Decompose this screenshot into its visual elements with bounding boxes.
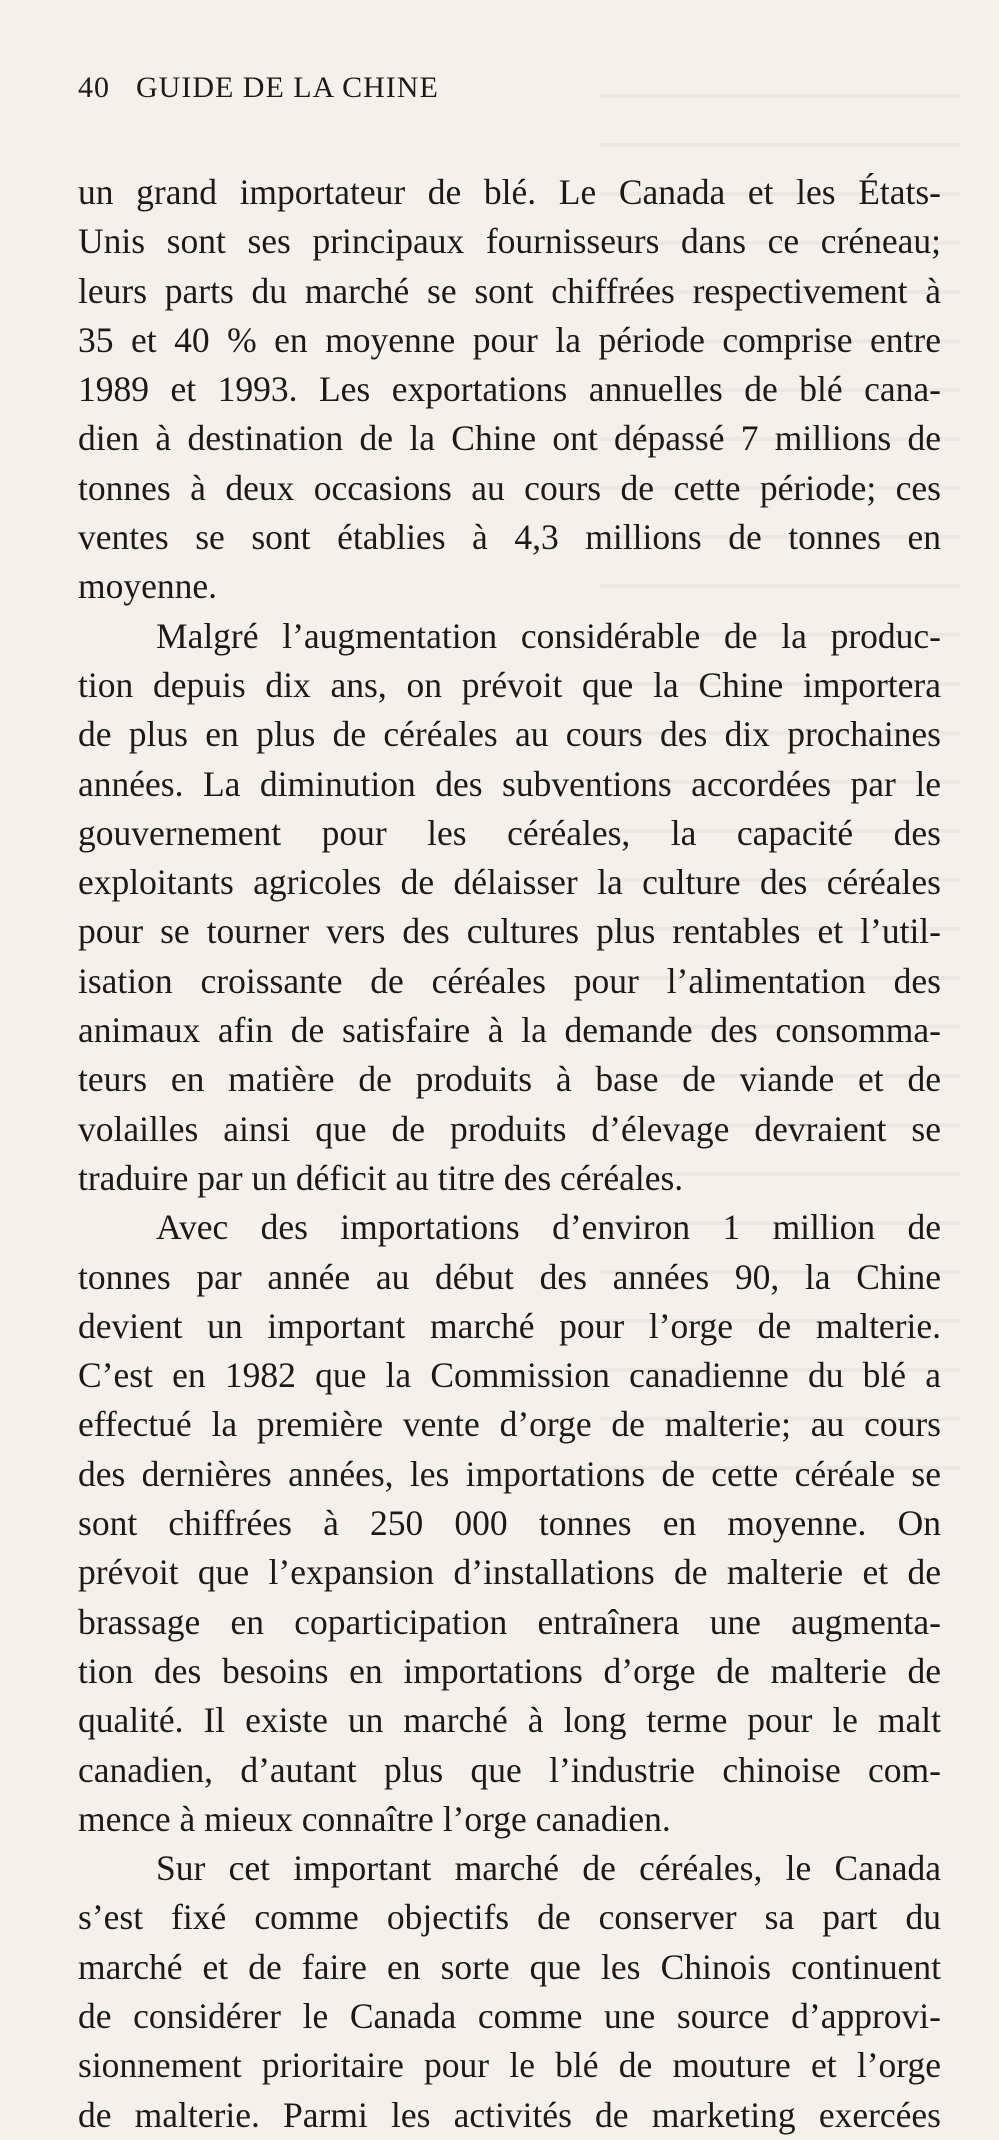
text-line: exploitants agricoles de délaisser la culture des céréales	[78, 862, 941, 903]
text-line: des dernières années, les importations de cette céréale se	[78, 1453, 941, 1494]
text-line: dien à destination de la Chine ont dépassé 7 millions de	[78, 418, 941, 459]
text-line: ventes se sont établies à 4,3 millions de tonnes en	[78, 517, 941, 558]
text-line: Avec des importations d’environ 1 million de	[156, 1207, 941, 1248]
running-head	[78, 68, 439, 108]
text-line: sont chiffrées à 250 000 tonnes en moyenne. On	[78, 1503, 941, 1544]
text-line: mence à mieux connaître l’orge canadien.	[78, 1798, 671, 1839]
text-line: leurs parts du marché se sont chiffrées respectivement à	[78, 270, 941, 311]
text-line: C’est en 1982 que la Commission canadienne du blé a	[78, 1355, 941, 1396]
text-line: marché et de faire en sorte que les Chinois continuent	[78, 1946, 941, 1987]
text-line: Sur cet important marché de céréales, le Canada	[156, 1848, 941, 1889]
text-line: de malterie. Parmi les activités de marketing exercées	[78, 2094, 941, 2135]
text-line: tonnes par année au début des années 90, la Chine	[78, 1256, 941, 1297]
text-line: traduire par un déficit au titre des céréales.	[78, 1157, 684, 1198]
text-line: 35 et 40 % en moyenne pour la période comprise entre	[78, 319, 941, 360]
text-line: de plus en plus de céréales au cours des dix prochaines	[78, 714, 941, 755]
text-line: animaux afin de satisfaire à la demande des consomma-	[78, 1010, 941, 1051]
text-line: tonnes à deux occasions au cours de cette période; ces	[78, 467, 941, 508]
text-line: sionnement prioritaire pour le blé de mouture et l’orge	[78, 2045, 941, 2086]
text-line: un grand importateur de blé. Le Canada et les États-	[78, 172, 941, 212]
text-line: s’est fixé comme objectifs de conserver sa part du	[78, 1897, 941, 1938]
text-line: de considérer le Canada comme une source d’approvi-	[78, 1995, 941, 2036]
text-line: moyenne.	[78, 566, 218, 607]
text-line: gouvernement pour les céréales, la capacité des	[78, 812, 941, 853]
text-line: années. La diminution des subventions accordées par le	[78, 763, 941, 804]
text-line: tion depuis dix ans, on prévoit que la Chine importera	[78, 664, 941, 705]
running-head-title: GUIDE DE LA CHINE	[136, 71, 439, 104]
text-line: devient un important marché pour l’orge de malterie.	[78, 1305, 941, 1346]
text-line: tion des besoins en importations d’orge de malterie de	[78, 1650, 941, 1691]
text-line: prévoit que l’expansion d’installations de malterie et de	[78, 1552, 941, 1593]
text-line: Unis sont ses principaux fournisseurs dans ce créneau;	[78, 221, 941, 262]
page-number: 40	[78, 71, 110, 104]
text-line: teurs en matière de produits à base de viande et de	[78, 1059, 941, 1100]
text-line: 1989 et 1993. Les exportations annuelles de blé cana-	[78, 369, 941, 410]
text-line: qualité. Il existe un marché à long terme pour le malt	[78, 1700, 941, 1741]
text-line: Malgré l’augmentation considérable de la produc-	[156, 615, 941, 656]
text-line: volailles ainsi que de produits d’élevage devraient se	[78, 1108, 941, 1149]
body-text	[78, 168, 941, 2140]
text-line: effectué la première vente d’orge de malterie; au cours	[78, 1404, 941, 1445]
text-line: isation croissante de céréales pour l’alimentation des	[78, 960, 941, 1001]
text-line: brassage en coparticipation entraînera une augmenta-	[78, 1601, 941, 1642]
text-line: pour se tourner vers des cultures plus rentables et l’util-	[78, 911, 941, 952]
text-line: canadien, d’autant plus que l’industrie chinoise com-	[78, 1749, 941, 1790]
